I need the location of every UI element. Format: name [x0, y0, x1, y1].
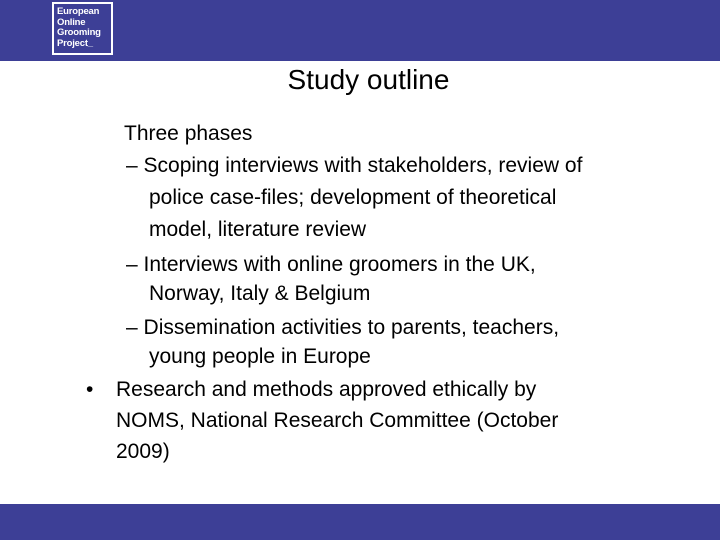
dash-marker: –	[126, 253, 138, 276]
footer-band	[0, 504, 720, 540]
bullet-line-2: NOMS, National Research Committee (October	[116, 409, 559, 432]
bullet-line-1: Research and methods approved ethically by	[116, 378, 537, 401]
phases-heading: Three phases	[124, 122, 253, 145]
logo-line-4: Project_	[57, 37, 93, 49]
phase-2-text-1: Interviews with online groomers in the UK,	[143, 253, 536, 276]
bullet-line-3: 2009)	[116, 440, 170, 463]
logo-line-3: Grooming	[57, 27, 101, 38]
logo-line-2: Online	[57, 16, 86, 28]
logo-line-1: European	[57, 6, 100, 17]
phase-1-text-1: Scoping interviews with stakeholders, review of	[143, 154, 583, 177]
phase-1-line-2: police case-files; development of theoretical	[149, 186, 557, 209]
project-logo	[52, 2, 113, 55]
slide-title: Study outline	[287, 64, 450, 95]
phase-1-line-1	[126, 150, 582, 182]
phase-3-text-1: Dissemination activities to parents, teachers,	[143, 316, 560, 339]
phase-3-line-2: young people in Europe	[149, 345, 371, 368]
dash-marker: –	[126, 154, 138, 177]
phase-2-line-1	[126, 249, 536, 281]
phase-1-line-3: model, literature review	[149, 218, 367, 241]
header-band	[0, 0, 720, 61]
bullet-marker: •	[86, 378, 94, 401]
phase-3-line-1	[126, 312, 559, 344]
phase-2-line-2: Norway, Italy & Belgium	[149, 282, 371, 305]
dash-marker: –	[126, 316, 138, 339]
